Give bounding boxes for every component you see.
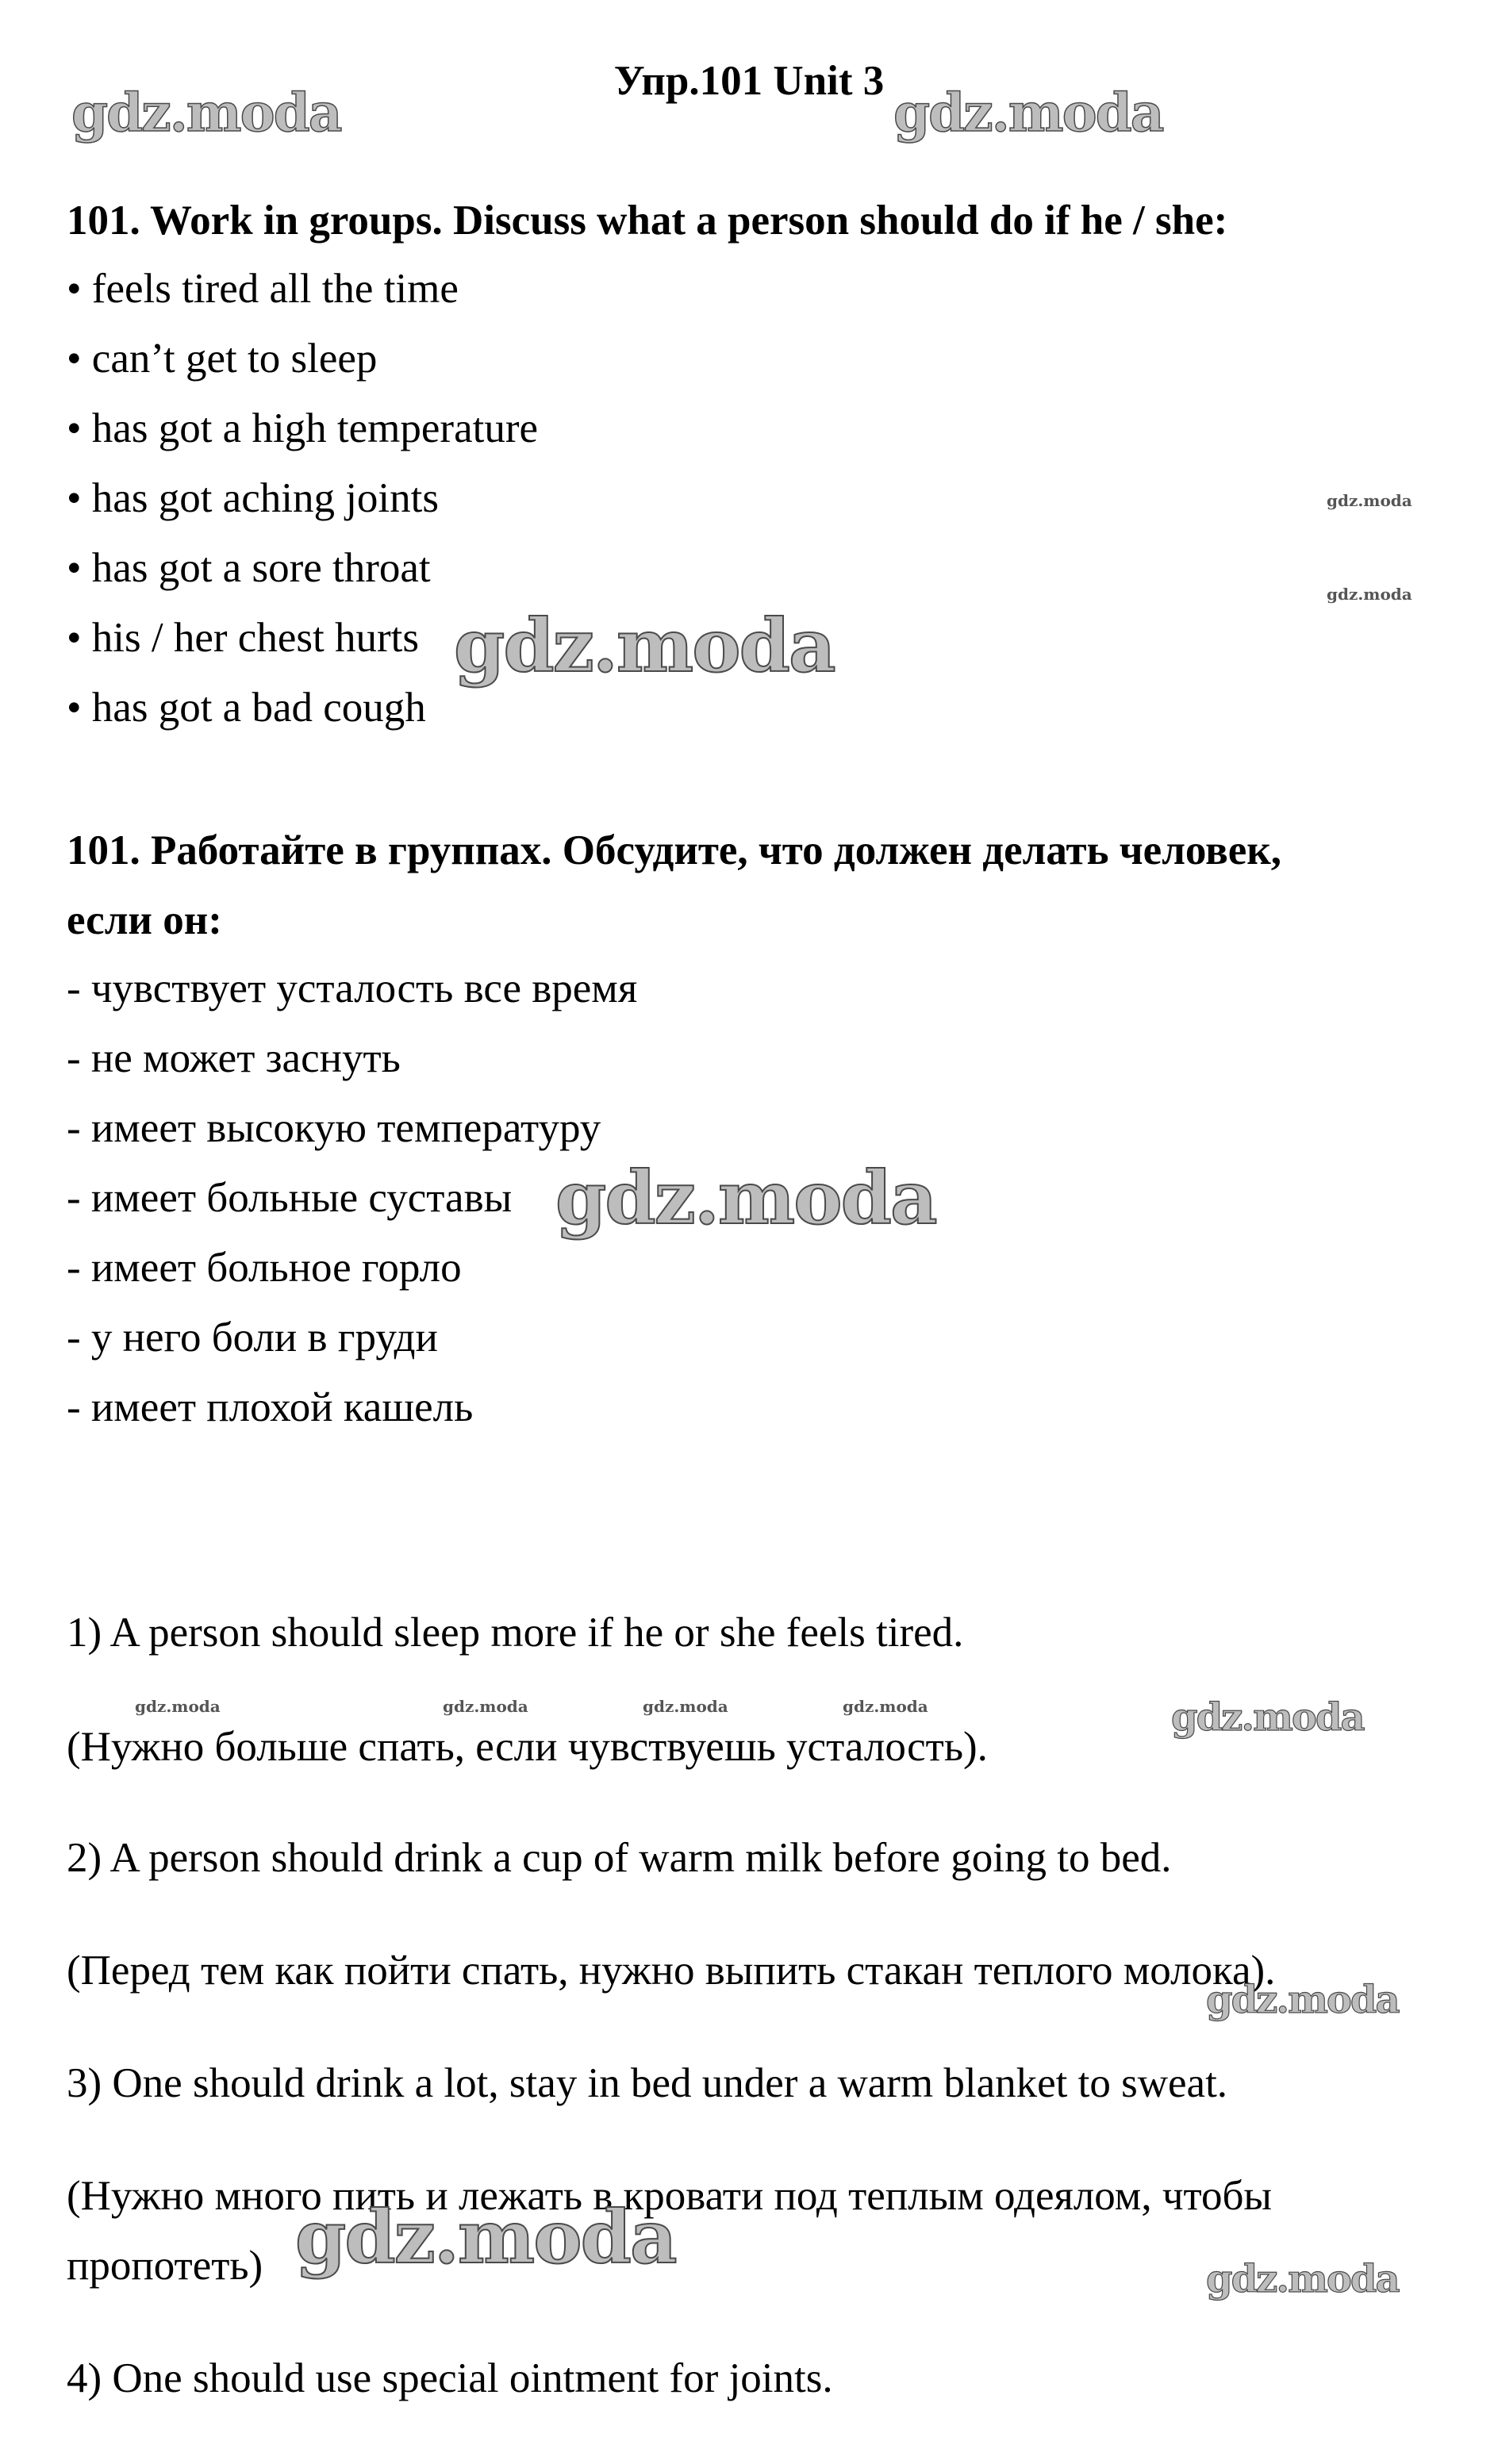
- watermark: gdz.moda: [443, 1697, 528, 1716]
- answer-en: 2) A person should drink a cup of warm milk before going to bed.: [67, 1835, 1172, 1881]
- answer-ru: пропотеть): [67, 2243, 263, 2289]
- watermark: gdz.moda: [1206, 1978, 1399, 2022]
- task-item-ru: - имеет плохой кашель: [67, 1384, 474, 1430]
- task-item-ru: - имеет больное горло: [67, 1245, 462, 1291]
- watermark: gdz.moda: [1206, 2257, 1399, 2301]
- task-item-en: • has got a bad cough: [67, 685, 426, 731]
- answer-ru: (Нужно больше спать, если чувствуешь усталость).: [67, 1724, 988, 1770]
- task-heading-ru: если он:: [67, 897, 222, 943]
- task-item-en: • his / her chest hurts: [67, 615, 419, 661]
- task-item-ru: - имеет высокую температуру: [67, 1105, 601, 1151]
- watermark: gdz.moda: [1327, 585, 1412, 604]
- task-item-en: • can’t get to sleep: [67, 336, 378, 382]
- watermark: gdz.moda: [71, 82, 341, 144]
- watermark: gdz.moda: [454, 603, 835, 689]
- watermark: gdz.moda: [295, 2194, 676, 2280]
- watermark: gdz.moda: [555, 1155, 936, 1241]
- task-item-ru: - имеет больные суставы: [67, 1175, 513, 1221]
- answer-en: 4) One should use special ointment for joints.: [67, 2355, 833, 2401]
- task-heading-ru: 101. Работайте в группах. Обсудите, что должен делать человек,: [67, 827, 1282, 873]
- watermark: gdz.moda: [843, 1697, 928, 1716]
- task-item-en: • feels tired all the time: [67, 266, 459, 312]
- task-item-en: • has got a sore throat: [67, 545, 431, 591]
- watermark: gdz.moda: [643, 1697, 728, 1716]
- answer-ru: (Перед тем как пойти спать, нужно выпить стакан теплого молока).: [67, 1948, 1276, 1994]
- task-item-ru: - у него боли в груди: [67, 1315, 438, 1361]
- answer-en: 1) A person should sleep more if he or she feels tired.: [67, 1610, 964, 1656]
- watermark: gdz.moda: [893, 82, 1163, 144]
- watermark: gdz.moda: [1171, 1695, 1364, 1740]
- answer-en: 3) One should drink a lot, stay in bed under a warm blanket to sweat.: [67, 2060, 1228, 2106]
- answer-ru: (Нужно много пить и лежать в кровати под теплым одеялом, чтобы: [67, 2173, 1273, 2219]
- task-heading-en: 101. Work in groups. Discuss what a person should do if he / she:: [67, 198, 1228, 244]
- task-item-en: • has got a high temperature: [67, 405, 538, 451]
- page-title: Упр.101 Unit 3: [613, 58, 885, 104]
- task-item-en: • has got aching joints: [67, 475, 440, 521]
- watermark: gdz.moda: [1327, 491, 1412, 510]
- watermark: gdz.moda: [135, 1697, 221, 1716]
- task-item-ru: - чувствует усталость все время: [67, 965, 638, 1011]
- task-item-ru: - не может заснуть: [67, 1035, 401, 1081]
